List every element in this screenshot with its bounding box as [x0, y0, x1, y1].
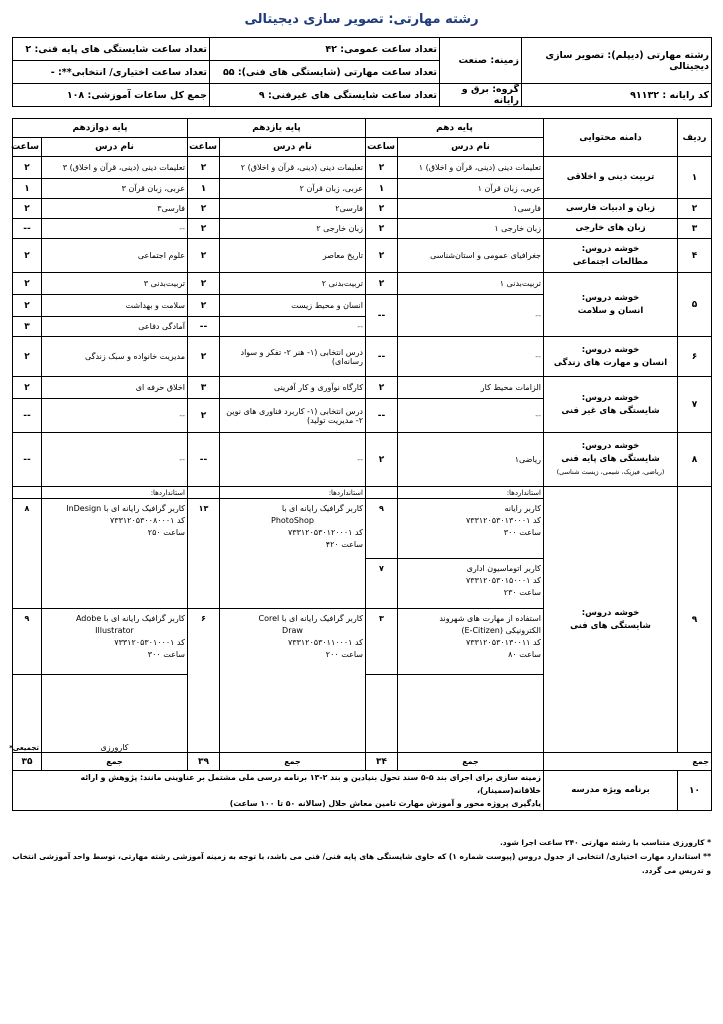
standard-hours: ساعت ۲۳۰	[503, 588, 541, 597]
standard-code: کد ۷۳۳۱۲۰۵۳۰۱۵۰۰۰۱	[465, 576, 541, 585]
course-hours: ۲	[366, 239, 398, 273]
optional-hours: تعداد ساعت اختیاری/ انتخابی**: -	[13, 61, 210, 84]
sum-label: جمع	[42, 753, 188, 771]
standard-cell	[220, 499, 366, 609]
standard-hours: ساعت ۲۰۰	[325, 650, 363, 659]
course-hours: ۲	[188, 337, 220, 377]
course-hours: ۲	[13, 377, 42, 399]
domain-cell	[544, 433, 678, 487]
col-domain: دامنه محتوایی	[544, 119, 678, 157]
course-hours: ۲	[188, 273, 220, 295]
standard-cell	[398, 609, 544, 675]
course-hours: ۲	[188, 219, 220, 239]
course-name: تربیت‌بدنی ۲	[220, 273, 366, 295]
course-name: عربی، زبان قرآن ۱	[398, 179, 544, 199]
nontech-hours: تعداد ساعت شایستگی های غیرفنی: ۹	[210, 84, 440, 107]
domain-cell: زبان های خارجی	[544, 219, 678, 239]
standard-hours: ساعت ۲۵۰	[147, 528, 185, 537]
standard-title: استفاده از مهارت های شهروند	[439, 614, 541, 623]
domain-cluster-name: شایستگی های غیر فنی	[561, 405, 660, 416]
course-name: درس انتخابی (۱- کاربرد فناوری های نوین ۲- مدیریت تولید)	[220, 399, 366, 433]
standard-title-2: PhotoShop	[271, 516, 314, 525]
col-course: نام درس	[398, 138, 544, 157]
row-number: ۲	[678, 199, 712, 219]
col-hour: ساعت	[188, 138, 220, 157]
internship-hours: تجمیعی*	[13, 675, 42, 753]
empty-cell	[398, 675, 544, 753]
standard-code: کد ۷۳۳۱۲۰۵۳۰۱۲۰۰۰۱	[287, 528, 363, 537]
domain-cell	[544, 239, 678, 273]
sum-label: جمع	[398, 753, 544, 771]
course-hours: --	[188, 433, 220, 487]
course-hours: --	[13, 399, 42, 433]
course-hours: --	[13, 433, 42, 487]
course-name: تاریخ معاصر	[220, 239, 366, 273]
course-name: --	[42, 219, 188, 239]
course-name: مدیریت خانواده و سبک زندگی	[42, 337, 188, 377]
domain-cluster-label: خوشه دروس:	[581, 243, 640, 254]
col-grade-10: پایه دهم	[366, 119, 544, 138]
domain-cell	[544, 377, 678, 433]
standards-label: استانداردها:	[398, 487, 544, 499]
sum-row	[13, 753, 712, 771]
col-grade-12: پایه دوازدهم	[13, 119, 188, 138]
course-name: جغرافیای عمومی و استان‌شناسی	[398, 239, 544, 273]
course-hours: ۲	[366, 433, 398, 487]
computer-code: کد رایانه : ۹۱۱۳۲	[522, 84, 712, 107]
row-number: ۶	[678, 337, 712, 377]
row-number: ۵	[678, 273, 712, 337]
basic-skill-hours: تعداد ساعت شایستگی های پایه فنی: ۲	[13, 38, 210, 61]
internship-label: کارورزی	[100, 743, 129, 752]
course-hours: ۱	[13, 179, 42, 199]
standard-cell	[398, 499, 544, 559]
course-name: --	[398, 399, 544, 433]
standard-credit: ۶	[188, 609, 220, 753]
school-program-line-1: زمینه سازی برای اجرای بند ۵-۵ سند تحول بنیادین و بند ۲-۱۳ برنامه درسی ملی مشتمل بر عناوینی مانند: پژوهش و ارائه خلاقانه(سمینار)،	[80, 773, 541, 795]
col-row-number: ردیف	[678, 119, 712, 157]
standard-code: کد ۷۳۳۱۲۰۵۳۰۰۸۰۰۰۱	[109, 516, 185, 525]
row-number: ۷	[678, 377, 712, 433]
standard-cell	[398, 559, 544, 609]
course-hours: ۱	[188, 179, 220, 199]
course-hours: --	[366, 399, 398, 433]
course-name: --	[42, 433, 188, 487]
course-hours: ۲	[366, 219, 398, 239]
course-hours: --	[366, 295, 398, 337]
course-name: فارسی۱	[398, 199, 544, 219]
course-hours: ۲	[366, 273, 398, 295]
course-hours: ۲	[188, 295, 220, 317]
course-name: آمادگی دفاعی	[42, 317, 188, 337]
course-name: سلامت و بهداشت	[42, 295, 188, 317]
domain-note: (ریاضی، فیزیک، شیمی، زیست شناسی)	[556, 468, 665, 476]
course-hours: ۲	[13, 157, 42, 179]
course-name: --	[220, 317, 366, 337]
table-row	[13, 273, 712, 295]
standard-credit: ۱۳	[188, 499, 220, 609]
curriculum-table	[9, 118, 712, 811]
table-row	[13, 337, 712, 377]
col-hour: ساعت	[366, 138, 398, 157]
course-name: --	[220, 433, 366, 487]
course-name: فارسی۲	[220, 199, 366, 219]
standard-title-2: Illustrator	[95, 626, 134, 635]
course-name: تربیت‌بدنی ۱	[398, 273, 544, 295]
domain-cluster-name: انسان و سلامت	[577, 305, 644, 316]
standard-credit: ۹	[13, 609, 42, 675]
course-name: تربیت‌بدنی ۳	[42, 273, 188, 295]
sum-label: جمع	[220, 753, 366, 771]
standard-title: کاربر گرافیک رایانه ای با Corel	[258, 614, 363, 623]
standard-title: کاربر اتوماسیون اداری	[466, 564, 541, 573]
page-title: رشته مهارتی: تصویر سازی دیجیتالی	[244, 12, 479, 27]
domain-cluster-label: خوشه دروس:	[581, 344, 640, 355]
course-name: انسان و محیط زیست	[220, 295, 366, 317]
domain-cell: تربیت دینی و اخلاقی	[544, 157, 678, 199]
row-number: ۸	[678, 433, 712, 487]
standard-cell	[42, 609, 188, 675]
standard-title: کاربر رایانه	[504, 504, 541, 513]
sum-label: جمع	[544, 753, 712, 771]
course-name: تعلیمات دینی (دینی، قرآن و اخلاق) ۳	[42, 157, 188, 179]
col-grade-11: پایه یازدهم	[188, 119, 366, 138]
domain-cell: زبان و ادبیات فارسی	[544, 199, 678, 219]
footnote-internship: * کارورزی متناسب با رشته مهارتی ۲۴۰ ساعت اجرا شود.	[499, 838, 711, 847]
course-name: کارگاه نوآوری و کار آفرینی	[220, 377, 366, 399]
row-number: ۱	[678, 157, 712, 199]
standard-code: کد ۷۳۳۱۲۰۵۳۰۱۰۰۰۱	[114, 638, 185, 647]
table-row	[13, 157, 712, 179]
standard-title: کاربر گرافیک رایانه ای با InDesign	[66, 504, 185, 513]
course-name: الزامات محیط کار	[398, 377, 544, 399]
standard-credit: ۳	[366, 609, 398, 675]
total-hours: جمع کل ساعات آموزشی: ۱۰۸	[13, 84, 210, 107]
course-hours: ۲	[13, 273, 42, 295]
sum-value: ۳۹	[188, 753, 220, 771]
school-program-line-2: یادگیری پروژه محور و آموزش مهارت تامین معاش حلال (سالانه ۵۰ تا ۱۰۰ ساعت)	[229, 799, 541, 808]
course-hours: ۱	[366, 179, 398, 199]
domain-cell: برنامه ویژه مدرسه	[544, 771, 678, 811]
standard-credit: ۹	[366, 499, 398, 559]
col-hour: ساعت	[13, 138, 42, 157]
course-name: علوم اجتماعی	[42, 239, 188, 273]
sum-value: ۳۴	[366, 753, 398, 771]
course-name: تعلیمات دینی (دینی، قرآن و اخلاق) ۱	[398, 157, 544, 179]
course-hours: --	[366, 337, 398, 377]
field-zamine: زمینه: صنعت	[440, 38, 522, 84]
field-name: رشته مهارتی (دیپلم): تصویر سازی دیجیتالی	[522, 38, 712, 84]
table-row	[13, 433, 712, 487]
course-hours: ۲	[188, 157, 220, 179]
course-name: ریاضی۱	[398, 433, 544, 487]
course-hours: ۲	[13, 199, 42, 219]
standard-code: کد ۷۳۳۱۲۰۵۳۰۱۳۰۰۱۱	[465, 638, 541, 647]
footnotes	[12, 836, 711, 878]
standards-label: استانداردها:	[42, 487, 188, 499]
sum-value: ۳۵	[13, 753, 42, 771]
table-row	[13, 239, 712, 273]
row-number: ۴	[678, 239, 712, 273]
empty-cell	[366, 675, 398, 753]
domain-cell	[544, 337, 678, 377]
course-name: --	[42, 399, 188, 433]
course-name: تعلیمات دینی (دینی، قرآن و اخلاق) ۲	[220, 157, 366, 179]
standard-code: کد ۷۳۳۱۲۰۵۳۰۱۱۰۰۰۱	[287, 638, 363, 647]
course-name: عربی، زبان قرآن ۲	[220, 179, 366, 199]
general-hours: تعداد ساعت عمومی: ۴۲	[210, 38, 440, 61]
standard-hours: ساعت ۳۰۰	[147, 650, 185, 659]
course-name: --	[398, 337, 544, 377]
course-hours: ۲	[366, 377, 398, 399]
standard-title-2: الکترونیکی (E-Citizen)	[461, 626, 541, 635]
table-row	[13, 487, 712, 499]
empty-cell	[366, 487, 398, 499]
domain-cell	[544, 273, 678, 337]
table-row	[13, 771, 712, 811]
table-row	[13, 219, 712, 239]
course-hours: --	[188, 317, 220, 337]
table-row	[13, 199, 712, 219]
domain-cell	[544, 487, 678, 753]
course-hours: ۳	[13, 317, 42, 337]
domain-cluster-label: خوشه دروس:	[581, 441, 640, 451]
standard-code: کد ۷۳۳۱۲۰۵۳۰۱۳۰۰۰۱	[465, 516, 541, 525]
standard-credit: ۸	[13, 499, 42, 609]
group-name: گروه: برق و رایانه	[440, 84, 522, 107]
domain-cluster-label: خوشه دروس:	[581, 392, 640, 403]
course-hours: ۲	[13, 239, 42, 273]
standard-hours: ساعت ۳۰۰	[503, 528, 541, 537]
footnote-optional: ** استاندارد مهارت اختیاری/ انتخابی از جدول دروس (پیوست شماره ۱) که حاوی شایستگی های پایه فنی/ فنی می باشد، با توجه به زمینه آموزشی رشته مهارتی، توسط واحد آموزشی انتخاب و تدریس می گردد.	[12, 852, 711, 875]
course-name: درس انتخابی (۱- هنر ۲- تفکر و سواد رسانه‌ای)	[220, 337, 366, 377]
domain-cluster-name: شایستگی های پایه فنی	[561, 454, 660, 464]
col-course: نام درس	[42, 138, 188, 157]
course-hours: ۲	[366, 157, 398, 179]
standard-hours: ساعت ۸۰	[508, 650, 541, 659]
empty-cell	[188, 487, 220, 499]
course-hours: ۲	[188, 239, 220, 273]
standard-hours: ساعت ۴۲۰	[325, 540, 363, 549]
course-name: عربی، زبان قرآن ۳	[42, 179, 188, 199]
internship-cell	[42, 675, 188, 753]
course-hours: ۲	[366, 199, 398, 219]
summary-header-table	[12, 37, 712, 107]
row-number: ۳	[678, 219, 712, 239]
row-number: ۹	[678, 487, 712, 753]
domain-cluster-name: شایستگی های فنی	[570, 620, 651, 631]
course-hours: ۳	[188, 377, 220, 399]
course-name: فارسی۳	[42, 199, 188, 219]
empty-cell	[13, 487, 42, 499]
course-name: --	[398, 295, 544, 337]
row-number: ۱۰	[678, 771, 712, 811]
course-name: اخلاق حرفه ای	[42, 377, 188, 399]
domain-cluster-label: خوشه دروس:	[581, 607, 640, 618]
course-hours: ۲	[188, 199, 220, 219]
standard-cell	[42, 499, 188, 609]
standards-label: استانداردها:	[220, 487, 366, 499]
domain-cluster-label: خوشه دروس:	[581, 292, 640, 303]
standard-title: کاربر گرافیک رایانه ای با	[281, 504, 363, 513]
course-name: زبان خارجی ۲	[220, 219, 366, 239]
skill-hours: تعداد ساعت مهارتی (شایستگی های فنی): ۵۵	[210, 61, 440, 84]
col-course: نام درس	[220, 138, 366, 157]
standard-title: کاربر گرافیک رایانه ای با Adobe	[75, 614, 185, 623]
standard-title-2: Draw	[282, 626, 303, 635]
table-row	[13, 377, 712, 399]
course-hours: ۲	[13, 295, 42, 317]
course-hours: ۲	[13, 337, 42, 377]
course-hours: ۲	[188, 399, 220, 433]
standard-credit: ۷	[366, 559, 398, 609]
domain-cluster-name: مطالعات اجتماعی	[572, 256, 649, 267]
domain-cluster-name: انسان و مهارت های زندگی	[553, 357, 668, 368]
course-hours: --	[13, 219, 42, 239]
school-program-text	[13, 771, 544, 811]
course-name: زبان خارجی ۱	[398, 219, 544, 239]
standard-cell	[220, 609, 366, 753]
